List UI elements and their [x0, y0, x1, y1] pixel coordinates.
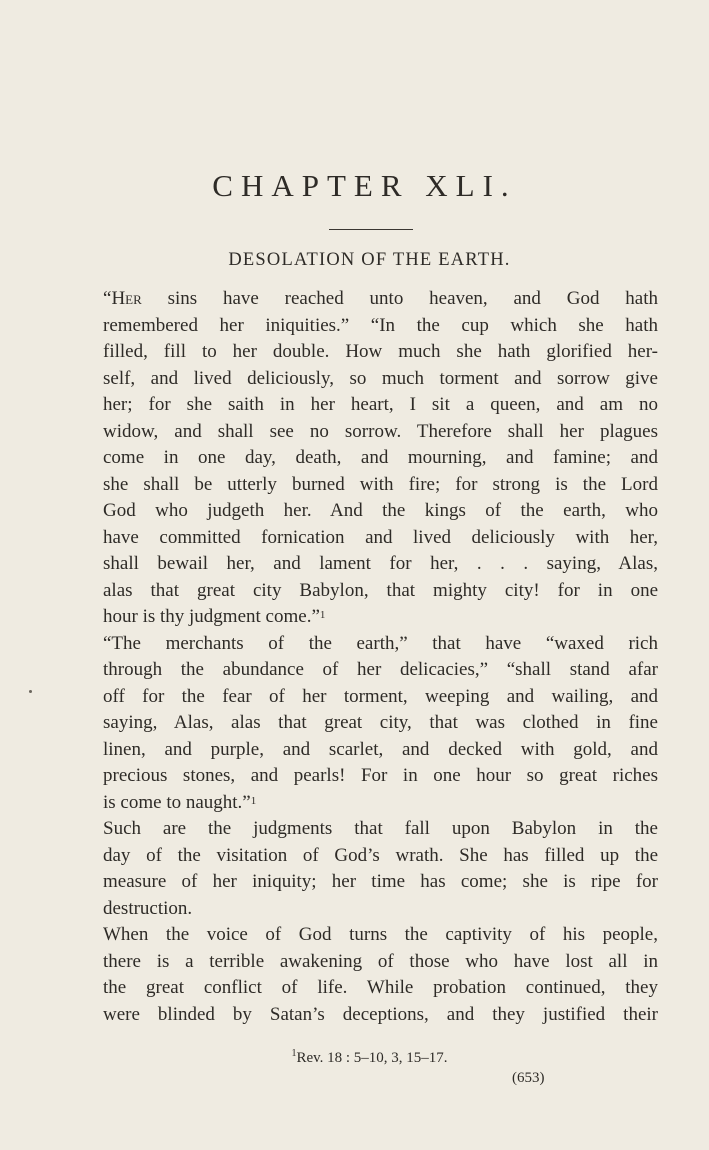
paragraph: [103, 286, 658, 631]
line-text: saying, Alas, alas that great city, that was clothed in fine: [103, 712, 658, 733]
text-line: [103, 790, 658, 817]
line-text: were blinded by Satan’s deceptions, and they justified their: [103, 1003, 658, 1025]
line-text: there is a terrible awakening of those who have lost all in: [103, 950, 658, 972]
paragraph: [103, 816, 658, 922]
line-text: come in one day, death, and mourning, and famine; and: [103, 447, 658, 468]
line-text: her; for she saith in her heart, I sit a queen, and am no: [103, 394, 658, 415]
body-text: [103, 286, 658, 1028]
text-line: [103, 657, 658, 684]
footnote-marker: 1: [291, 1048, 297, 1059]
line-text: linen, and purple, and scarlet, and decked with gold, and: [103, 738, 658, 760]
line-text: shall bewail her, and lament for her, . . . saying, Alas,: [103, 553, 658, 574]
line-text: hour is thy judgment come.”: [103, 606, 320, 627]
text-line: [103, 816, 658, 843]
text-line: [103, 922, 658, 949]
line-text: day of the visitation of God’s wrath. She has filled up the: [103, 844, 658, 866]
line-text: off for the fear of her torment, weeping and wailing, and: [103, 685, 658, 707]
line-text: have committed fornication and lived deliciously with her,: [103, 526, 658, 548]
line-text: filled, fill to her double. How much she hath glorified her-: [103, 341, 658, 362]
footnote-reference: 1: [250, 794, 257, 807]
text-line: [103, 684, 658, 711]
paragraph: [103, 631, 658, 817]
line-text: she shall be utterly burned with fire; for strong is the Lord: [103, 473, 658, 495]
paragraph: [103, 922, 658, 1028]
line-text: self, and lived deliciously, so much torment and sorrow give: [103, 367, 658, 389]
text-line: [103, 1002, 658, 1029]
line-text: destruction.: [103, 897, 193, 919]
text-line: [103, 896, 658, 923]
text-line: [103, 498, 658, 525]
smallcaps-word: Her: [111, 288, 142, 309]
text-line: [103, 472, 658, 499]
text-line: [103, 286, 658, 313]
text-line: [103, 737, 658, 764]
text-line: [103, 419, 658, 446]
text-line: [103, 366, 658, 393]
line-text: the great conflict of life. While probation continued, they: [103, 977, 658, 998]
text-line: [103, 949, 658, 976]
text-line: [103, 710, 658, 737]
line-text: alas that great city Babylon, that mighty city! for in one: [103, 579, 658, 601]
text-line: [103, 392, 658, 419]
chapter-title: CHAPTER XLI.: [212, 168, 517, 203]
footnote-reference: 1: [319, 609, 326, 621]
line-text: measure of her iniquity; her time has come; she is ripe for: [103, 871, 658, 892]
text-line: [103, 313, 658, 340]
title-rule: [329, 229, 413, 230]
margin-speck: [29, 690, 32, 693]
footnote-text: Rev. 18 : 5–10, 3, 15–17.: [296, 1050, 448, 1066]
page-number: (653): [512, 1070, 545, 1086]
line-text: precious stones, and pearls! For in one hour so great riches: [103, 765, 658, 786]
text-line: [103, 763, 658, 790]
text-line: [103, 975, 658, 1002]
text-line: [103, 445, 658, 472]
text-line: [103, 604, 658, 631]
line-text: When the voice of God turns the captivity of his people,: [103, 924, 658, 945]
line-text: through the abundance of her delicacies,” “shall stand afar: [103, 659, 658, 680]
text-line: [103, 843, 658, 870]
line-text: God who judgeth her. And the kings of the earth, who: [103, 500, 658, 521]
line-text: remembered her iniquities.” “In the cup which she hath: [103, 314, 658, 336]
text-line: [103, 578, 658, 605]
text-line: [103, 869, 658, 896]
text-line: [103, 631, 658, 658]
line-text: widow, and shall see no sorrow. Therefore shall her plagues: [103, 420, 658, 442]
text-line: [103, 551, 658, 578]
line-text: “The merchants of the earth,” that have “waxed rich: [103, 632, 658, 654]
line-text: is come to naught.”: [103, 791, 251, 813]
opening-quote: “: [103, 288, 112, 309]
line-text: Such are the judgments that fall upon Babylon in the: [103, 818, 658, 839]
section-heading: DESOLATION OF THE EARTH.: [228, 250, 511, 270]
line-text: sins have reached unto heaven, and God hath: [141, 288, 658, 309]
text-line: [103, 525, 658, 552]
footnote: [0, 1048, 709, 1067]
text-line: [103, 339, 658, 366]
